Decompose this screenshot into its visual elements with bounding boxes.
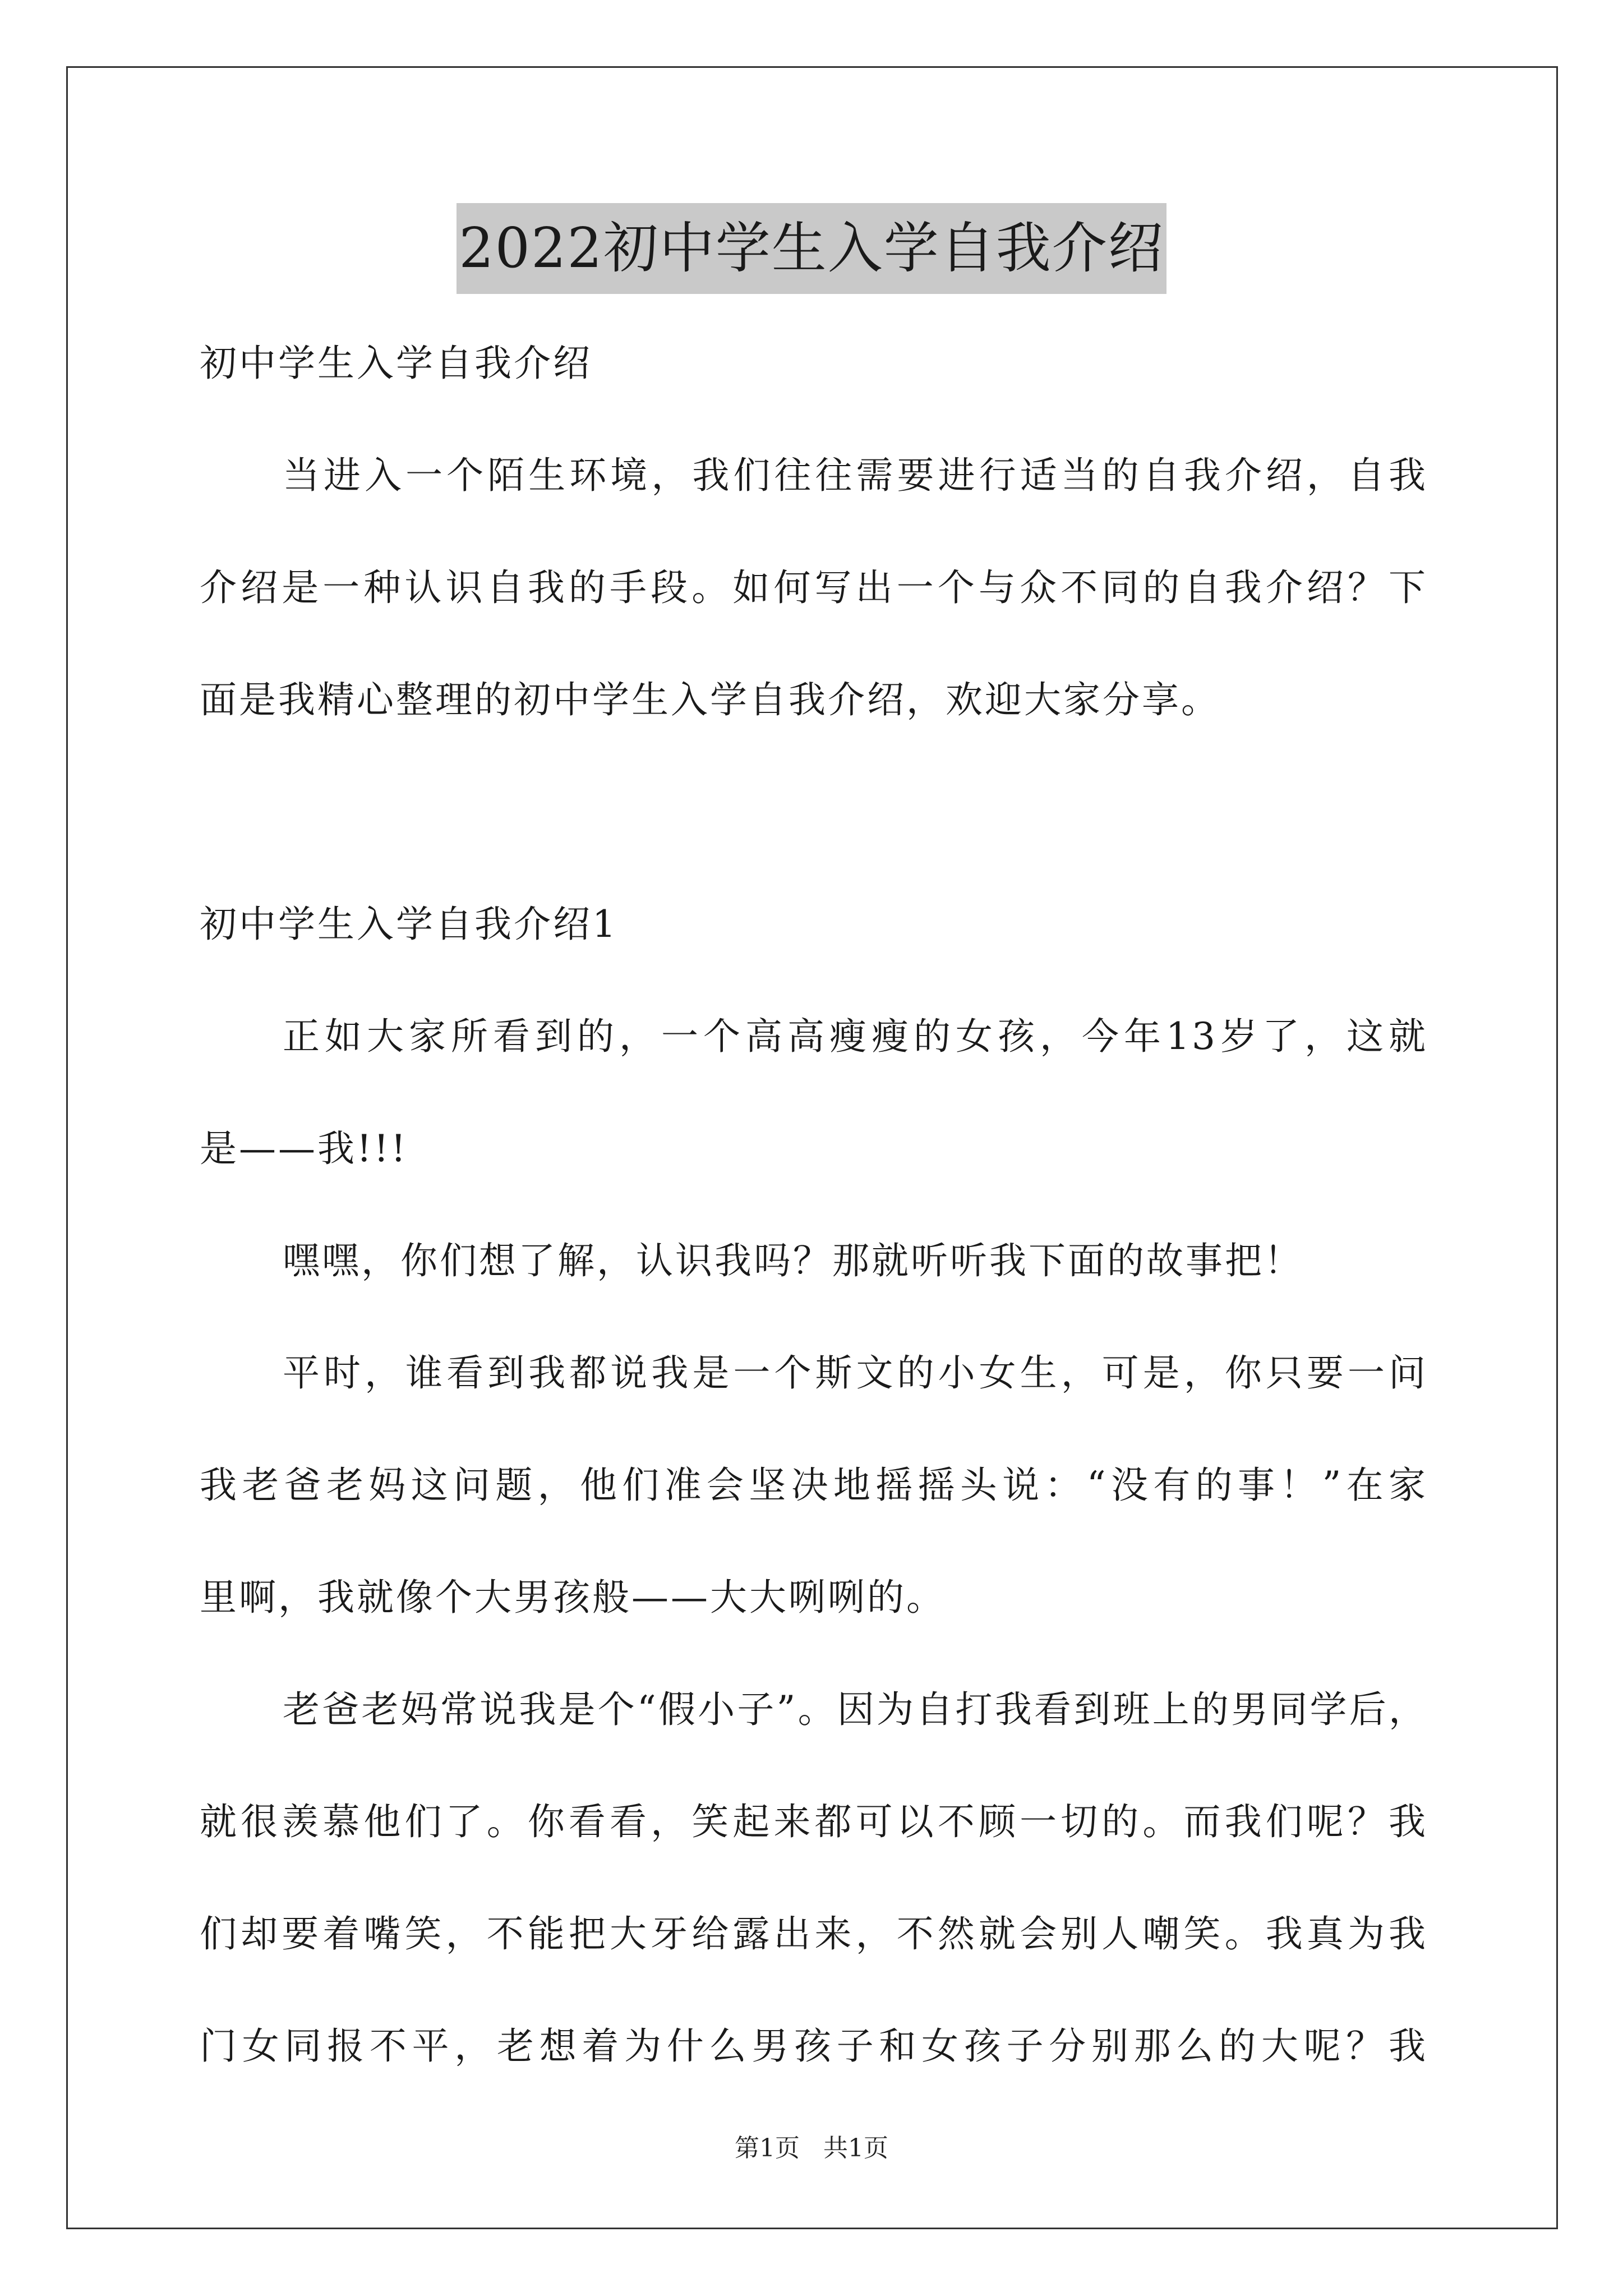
paragraph-line: 老爸老妈常说我是个“假小子”。因为自打我看到班上的男同学后， — [283, 1688, 1428, 1731]
paragraph-line: 正如大家所看到的，一个高高瘦瘦的女孩，今年13岁了，这就 — [283, 1015, 1428, 1058]
section-heading: 初中学生入学自我介绍 — [200, 342, 592, 385]
paragraph-line: 我老爸老妈这问题，他们准会坚决地摇摇头说：“没有的事！”在家 — [200, 1464, 1428, 1507]
paragraph-line: 是——我!!! — [200, 1127, 408, 1170]
document-title: 2022初中学生入学自我介绍 — [457, 203, 1166, 294]
section-heading: 初中学生入学自我介绍1 — [200, 903, 618, 946]
paragraph-line: 嘿嘿，你们想了解，认识我吗？那就听听我下面的故事把！ — [283, 1239, 1303, 1282]
paragraph-line: 当进入一个陌生环境，我们往往需要进行适当的自我介绍，自我 — [283, 454, 1428, 497]
paragraph-line: 里啊，我就像个大男孩般——大大咧咧的。 — [200, 1576, 946, 1619]
paragraph-line: 门女同报不平，老想着为什么男孩子和女孩子分别那么的大呢？我 — [200, 2024, 1428, 2068]
page-footer: 第1页 共1页 — [735, 2134, 888, 2162]
title-block — [0, 203, 1623, 294]
blank-line — [200, 756, 1428, 868]
paragraph-line: 介绍是一种认识自我的手段。如何写出一个与众不同的自我介绍？下 — [200, 566, 1428, 609]
paragraph-line: 就很羡慕他们了。你看看，笑起来都可以不顾一切的。而我们呢？我 — [200, 1800, 1428, 1843]
paragraph-line: 面是我精心整理的初中学生入学自我介绍，欢迎大家分享。 — [200, 678, 1220, 721]
document-body — [200, 307, 1428, 2102]
paragraph-line: 们却要着嘴笑，不能把大牙给露出来，不然就会别人嘲笑。我真为我 — [200, 1912, 1428, 1955]
paragraph-line: 平时，谁看到我都说我是一个斯文的小女生，可是，你只要一问 — [283, 1351, 1428, 1395]
